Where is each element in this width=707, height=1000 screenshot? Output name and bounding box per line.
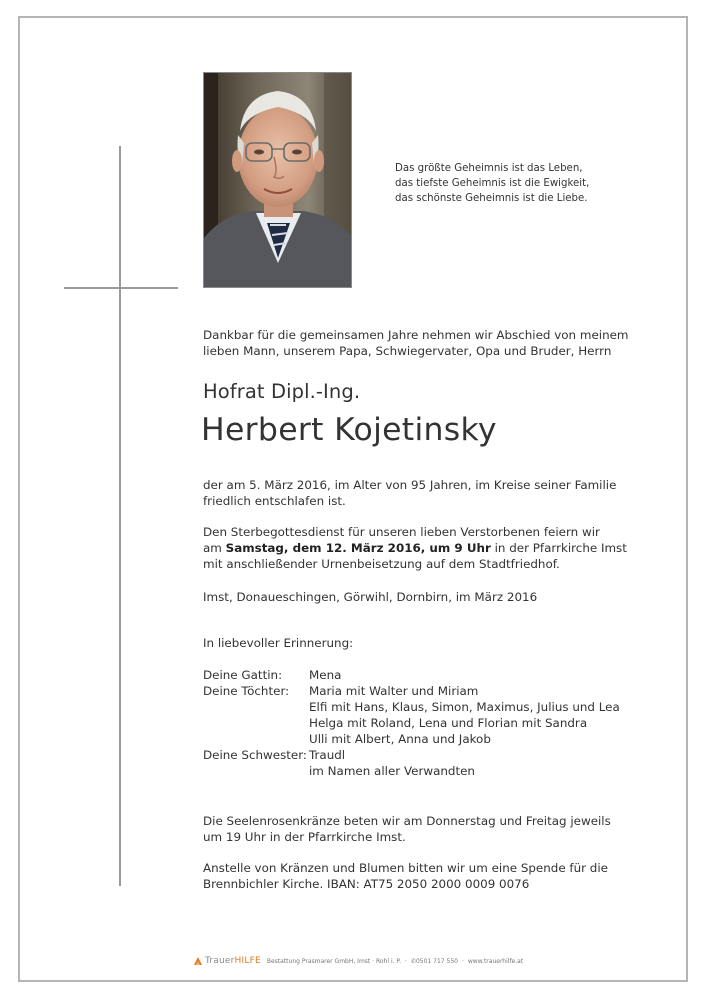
- family-label: Deine Schwester:: [203, 748, 307, 762]
- death-notice: [203, 477, 616, 509]
- footer: [193, 954, 523, 968]
- memorial-quote: [395, 161, 655, 206]
- family-members: im Namen aller Verwandten: [309, 764, 475, 778]
- family-members: Traudl: [309, 748, 346, 762]
- service-prefix: am: [203, 541, 226, 555]
- intro-line: Dankbar für die gemeinsamen Jahre nehmen wir Abschied von meinem: [203, 328, 629, 342]
- family-row: [203, 763, 620, 779]
- family-label: Deine Töchter:: [203, 684, 290, 698]
- memorial-cross-bar: [64, 287, 178, 289]
- memorial-cross-icon: [119, 146, 121, 886]
- quote-line: Das größte Geheimnis ist das Leben,: [395, 163, 583, 174]
- death-line: friedlich entschlafen ist.: [203, 494, 346, 508]
- family-row: [203, 715, 620, 731]
- intro-line: lieben Mann, unserem Papa, Schwiegervater, Opa und Bruder, Herrn: [203, 344, 612, 358]
- service-suffix: in der Pfarrkirche Imst: [490, 541, 627, 555]
- family-label: [203, 715, 309, 731]
- family-label: [203, 699, 309, 715]
- family-row: [203, 747, 620, 763]
- memory-heading: In liebevoller Erinnerung:: [203, 636, 354, 650]
- family-label: Deine Gattin:: [203, 668, 283, 682]
- footer-website[interactable]: www.trauerhilfe.at: [467, 957, 524, 965]
- family-label: [203, 763, 309, 779]
- family-label: [203, 731, 309, 747]
- footer-phone: ✆0501 717 550: [410, 957, 458, 965]
- family-members: Maria mit Walter und Miriam: [309, 684, 479, 698]
- donation-paragraph: [203, 860, 608, 892]
- donation-line: Anstelle von Kränzen und Blumen bitten wir um eine Spende für die: [203, 861, 608, 875]
- family-members: Helga mit Roland, Lena und Florian mit Sandra: [309, 716, 588, 730]
- deceased-title: Hofrat Dipl.-Ing.: [203, 380, 361, 403]
- deceased-name: Herbert Kojetinsky: [201, 412, 497, 448]
- footer-separator: ·: [405, 957, 407, 965]
- footer-separator: ·: [461, 957, 464, 965]
- quote-line: das tiefste Geheimnis ist die Ewigkeit,: [395, 178, 590, 189]
- rosary-paragraph: [203, 813, 611, 845]
- logo-text-part1: Trauer: [205, 956, 235, 966]
- family-row: [203, 731, 620, 747]
- service-line-date: [203, 540, 627, 556]
- logo-text-part2: HILFE: [234, 956, 261, 966]
- death-line: der am 5. März 2016, im Alter von 95 Jahren, im Kreise seiner Familie: [203, 478, 617, 492]
- rosary-line: Die Seelenrosenkränze beten wir am Donnerstag und Freitag jeweils: [203, 814, 611, 828]
- service-paragraph: [203, 524, 627, 572]
- footer-company: Bestattung Prasmarer GmbH, Imst · Rohl i. P.: [266, 957, 402, 965]
- footer-logo: [205, 956, 261, 966]
- family-row: [203, 699, 620, 715]
- family-list: [203, 667, 620, 779]
- family-row: [203, 683, 620, 699]
- place-date: Imst, Donaueschingen, Görwihl, Dornbirn, im März 2016: [203, 590, 538, 604]
- service-datetime: Samstag, dem 12. März 2016, um 9 Uhr: [225, 541, 491, 555]
- quote-line: das schönste Geheimnis ist die Liebe.: [395, 193, 588, 204]
- portrait-photo: [203, 72, 352, 288]
- service-line: mit anschließender Urnenbeisetzung auf dem Stadtfriedhof.: [203, 557, 560, 571]
- family-members: Elfi mit Hans, Klaus, Simon, Maximus, Julius und Lea: [309, 700, 620, 714]
- family-members: Mena: [309, 668, 342, 682]
- intro-paragraph: [203, 327, 629, 359]
- rosary-line: um 19 Uhr in der Pfarrkirche Imst.: [203, 830, 406, 844]
- family-row: [203, 667, 620, 683]
- trauerhilfe-logo-icon: [193, 956, 203, 966]
- donation-line: Brennbichler Kirche. IBAN: AT75 2050 2000 0009 0076: [203, 877, 530, 891]
- family-members: Ulli mit Albert, Anna und Jakob: [309, 732, 491, 746]
- service-line: Den Sterbegottesdienst für unseren lieben Verstorbenen feiern wir: [203, 525, 600, 539]
